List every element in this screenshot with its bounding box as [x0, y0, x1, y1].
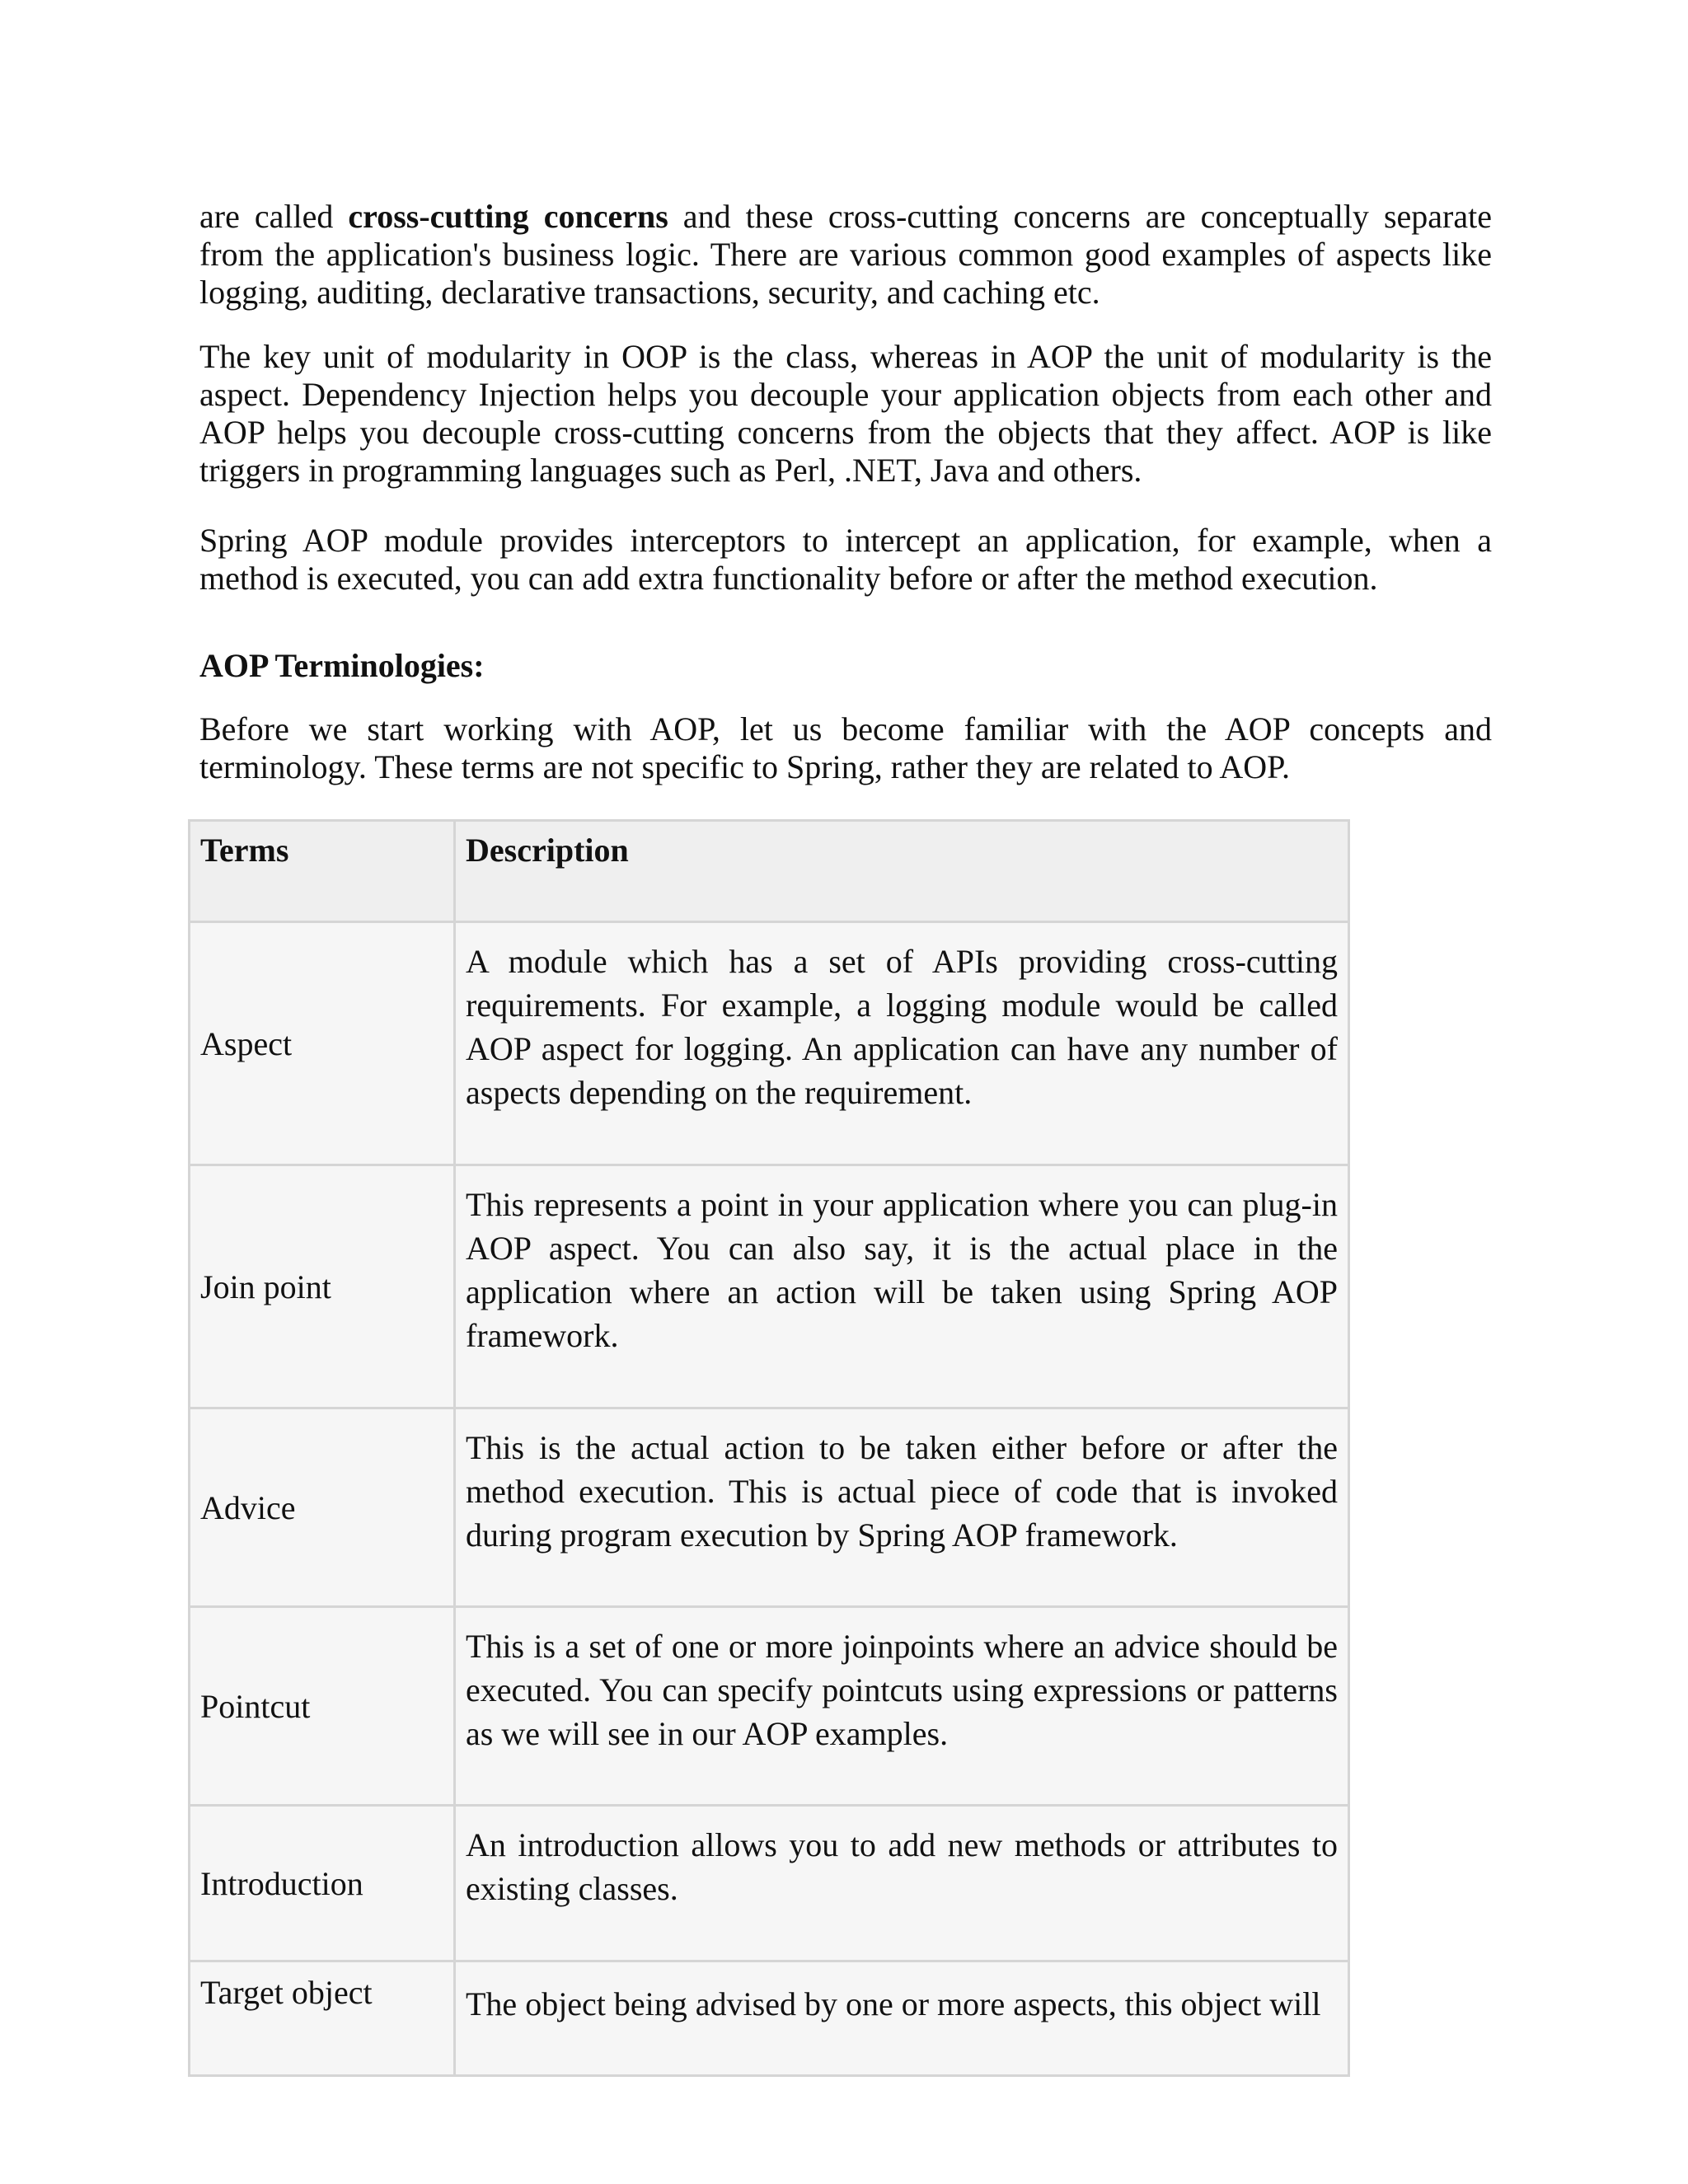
p1-bold-term: cross-cutting concerns: [348, 198, 668, 235]
term-cell: Join point: [190, 1165, 455, 1408]
table-row: [190, 1165, 1349, 1408]
description-cell: This is the actual action to be taken either before or after the method execution. This is actual piece of code that is invoked during program execution by Spring AOP framework.: [455, 1408, 1349, 1607]
p1-prefix: are called: [199, 198, 349, 235]
description-cell: This represents a point in your application where you can plug-in AOP aspect. You can also say, it is the actual place in the application where an action will be taken using Spring AOP framework.: [455, 1165, 1349, 1408]
table-row: [190, 1806, 1349, 1961]
term-cell: Aspect: [190, 922, 455, 1165]
table-header-row: [190, 821, 1349, 922]
table-row: [190, 1961, 1349, 2076]
term-cell: Advice: [190, 1408, 455, 1607]
terms-table: [188, 819, 1350, 2077]
description-cell: The object being advised by one or more aspects, this object will: [455, 1961, 1349, 2076]
p1-rest: and these cross-cutting concerns are conceptually separate from the application's business logic. There are various common good examples of aspects like logging, auditing, declarative transactions, security, and caching etc.: [199, 198, 1492, 311]
term-cell: Target object: [190, 1961, 455, 2076]
description-cell: An introduction allows you to add new methods or attributes to existing classes.: [455, 1806, 1349, 1961]
paragraph-terminology-intro: Before we start working with AOP, let us become familiar with the AOP concepts and terminology. These terms are not specific to Spring, rather they are related to AOP.: [199, 710, 1492, 785]
term-cell: Pointcut: [190, 1607, 455, 1806]
paragraph-spring-aop-module: Spring AOP module provides interceptors to intercept an application, for example, when a method is executed, you can add extra functionality before or after the method execution.: [199, 522, 1492, 597]
table-row: [190, 1408, 1349, 1607]
paragraph-modularity: The key unit of modularity in OOP is the class, whereas in AOP the unit of modularity is the aspect. Dependency Injection helps you decouple your application objects from each other and AOP helps you decouple cross-cutting concerns from the objects that they affect. AOP is like triggers in programming languages such as Perl, .NET, Java and others.: [199, 338, 1492, 489]
table-row: [190, 1607, 1349, 1806]
description-cell: A module which has a set of APIs providing cross-cutting requirements. For example, a logging module would be called AOP aspect for logging. An application can have any number of aspects depending on the requirement.: [455, 922, 1349, 1165]
table-row: [190, 922, 1349, 1165]
header-description: Description: [455, 821, 1349, 922]
description-cell: This is a set of one or more joinpoints where an advice should be executed. You can specify pointcuts using expressions or patterns as we will see in our AOP examples.: [455, 1607, 1349, 1806]
header-terms: Terms: [190, 821, 455, 922]
term-cell: Introduction: [190, 1806, 455, 1961]
paragraph-cross-cutting-concerns: [199, 198, 1492, 312]
section-heading: AOP Terminologies:: [199, 647, 485, 684]
